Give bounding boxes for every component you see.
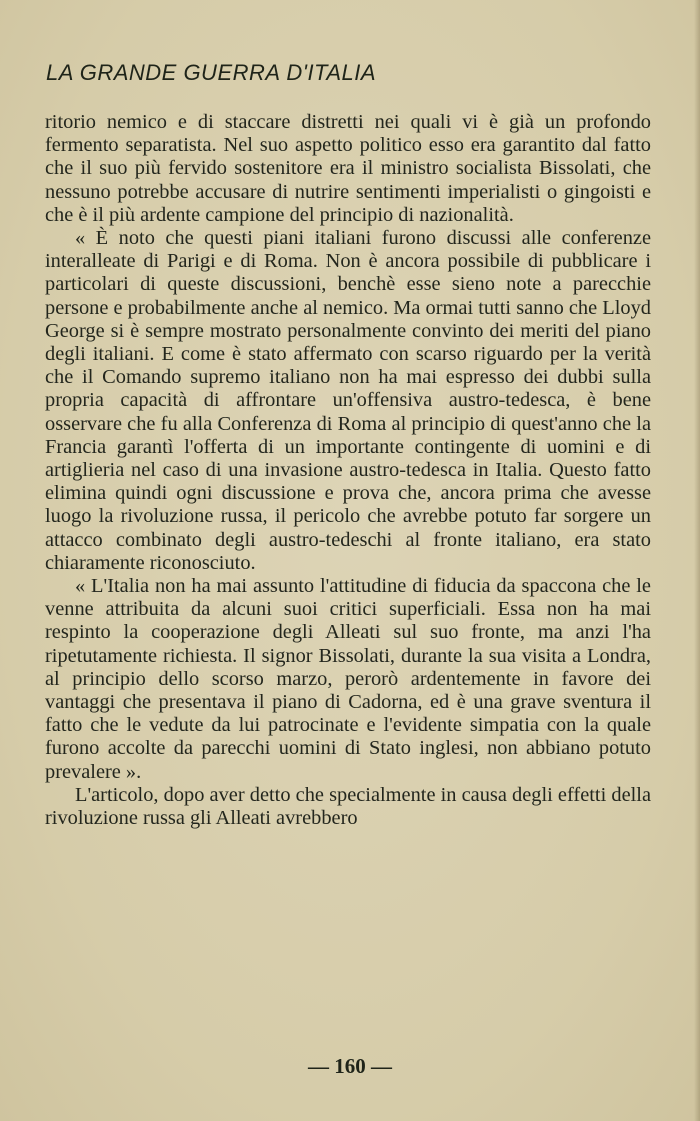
body-text bbox=[45, 111, 651, 830]
paragraph-article: L'articolo, dopo aver detto che specialmente in causa degli effetti della rivoluzione russa gli Alleati avrebbero bbox=[45, 783, 651, 830]
paragraph-quote-italy: « L'Italia non ha mai assunto l'attitudine di fiducia da spaccona che le venne attribuita da alcuni suoi critici superficiali. Essa non ha mai respinto la cooperazione degli Alleati sul suo fronte, ma anzi l'ha ripetutamente richiesta. Il signor Bissolati, durante la sua visita a Londra, al principio dello scorso marzo, perorò ardentemente in favore dei vantaggi che presentava il piano di Cadorna, ed è una grave sventura il fatto che le vedute da lui patrocinate e l'evidente simpatia con la quale furono accolte da parecchi uomini di Stato inglesi, non abbiano potuto prevalere ». bbox=[45, 575, 651, 783]
page-number: — 160 — bbox=[308, 1054, 392, 1078]
running-header: LA GRANDE GUERRA D'ITALIA bbox=[46, 60, 377, 85]
paragraph-quote-plans: « È noto che questi piani italiani furono discussi alle conferenze interalleate di Parigi e di Roma. Non è ancora possibile di pubblicare i particolari di queste discussioni, benchè esse sieno note a parecchie persone e probabilmente anche al nemico. Ma ormai tutti sanno che Lloyd George si è sempre mostrato personalmente convinto dei meriti del piano degli italiani. E come è stato affermato con scarso riguardo per la verità che il Comando supremo italiano non ha mai espresso dei dubbi sulla propria capacità di affrontare un'offensiva austro-tedesca, è bene osservare che fu alla Conferenza di Roma al principio di quest'anno che la Francia garantì l'offerta di un importante contingente di uomini e di artiglieria nel caso di una invasione austro-tedesca in Italia. Questo fatto elimina quindi ogni discussione e prova che, ancora prima che avesse luogo la rivoluzione russa, il pericolo che avrebbe potuto far sorgere un attacco combinato degli austro-tedeschi al fronte italiano, era stato chiaramente riconosciuto. bbox=[45, 227, 651, 574]
page-edge-shadow bbox=[694, 0, 700, 1121]
paragraph-continuation: ritorio nemico e di staccare distretti nei quali vi è già un profondo fermento separatista. Nel suo aspetto politico esso era garantito dal fatto che il suo più fervido sostenitore era il ministro socialista Bissolati, che nessuno potrebbe accusare di nutrire sentimenti imperialisti o gingoisti e che è il più ardente campione del principio di nazionalità. bbox=[45, 111, 651, 226]
